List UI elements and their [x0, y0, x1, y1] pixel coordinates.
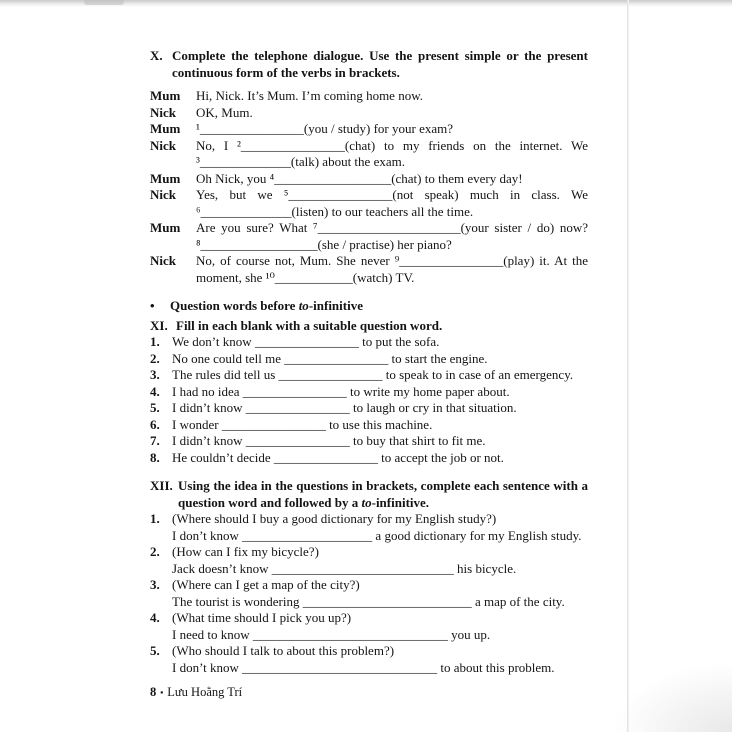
fill-blank-item [150, 367, 588, 384]
dialogue-text: ¹________________(you / study) for your exam? [196, 121, 453, 136]
dialogue-row [150, 138, 588, 171]
item-number: 3. [150, 367, 160, 382]
item-number: 3. [150, 577, 160, 592]
exercise-number: X. [150, 48, 163, 63]
exercise-xi-heading [150, 318, 588, 335]
item-number: 2. [150, 544, 160, 559]
fill-blank-item [150, 400, 588, 417]
item-body [172, 511, 588, 544]
item-number: 5. [150, 643, 160, 658]
item-number: 6. [150, 416, 160, 432]
item-answer: The tourist is wondering __________________________ a map of the city. [172, 593, 565, 609]
exercise-x-heading [150, 48, 588, 81]
item-number: 4. [150, 383, 160, 399]
item-text: I didn’t know ________________ to buy that shirt to fit me. [172, 433, 486, 448]
exercise-number: XII. [150, 478, 173, 493]
footer-separator-icon: ▪ [160, 686, 164, 697]
fill-blank-item [150, 417, 588, 434]
item-answer: I don’t know ____________________ a good dictionary for my English study. [172, 527, 582, 543]
section-title-text: Question words before [170, 298, 299, 313]
dialogue-speaker: Mum [150, 220, 181, 235]
exercise-xi-items [150, 334, 588, 466]
exercise-title-italic: to [361, 494, 372, 510]
scan-edge-mark [84, 0, 124, 5]
exercise-number: XI. [150, 317, 168, 333]
scan-edge-right [627, 0, 629, 732]
exercise-title [178, 478, 588, 511]
rewrite-item [150, 577, 588, 610]
dialogue-text: No, of course not, Mum. She never ⁹________________(play) it. At the moment, she ¹⁰____________(watch) TV. [196, 253, 588, 285]
dialogue-text: OK, Mum. [196, 104, 253, 120]
dialogue-row [150, 121, 588, 138]
exercise-xii-heading [150, 478, 588, 511]
fill-blank-item [150, 384, 588, 401]
rewrite-item [150, 511, 588, 544]
section-title-italic: to [298, 298, 309, 313]
dialogue-speaker: Mum [150, 88, 181, 103]
fill-blank-item [150, 433, 588, 450]
rewrite-item [150, 544, 588, 577]
bullet-icon: • [150, 298, 155, 313]
item-question: (Who should I talk to about this problem?) [172, 643, 395, 658]
dialogue-row [150, 220, 588, 253]
section-heading [150, 298, 588, 315]
dialogue-row [150, 187, 588, 220]
item-body [172, 544, 588, 577]
section-title-text: -infinitive [308, 298, 363, 313]
item-question: (Where can I get a map of the city?) [172, 577, 360, 592]
item-text: We don’t know ________________ to put the sofa. [172, 334, 440, 349]
item-number: 1. [150, 334, 160, 349]
item-number: 5. [150, 400, 160, 415]
item-text: I wonder ________________ to use this machine. [172, 416, 433, 432]
exercise-title: Fill in each blank with a suitable question word. [176, 317, 443, 333]
rewrite-item [150, 610, 588, 643]
item-body [172, 643, 588, 676]
item-answer: I need to know ______________________________ you up. [172, 626, 491, 642]
item-number: 8. [150, 449, 160, 465]
item-number: 1. [150, 511, 160, 526]
item-number: 7. [150, 433, 160, 448]
telephone-dialogue [150, 88, 588, 286]
item-question: (Where should I buy a good dictionary for my English study?) [172, 511, 497, 526]
dialogue-row [150, 171, 588, 188]
item-body [172, 577, 588, 610]
dialogue-speaker: Nick [150, 253, 176, 268]
item-number: 4. [150, 610, 160, 625]
item-number: 2. [150, 350, 160, 366]
item-body [172, 610, 588, 643]
dialogue-speaker: Nick [150, 187, 176, 202]
page-number: 8 [150, 685, 157, 699]
dialogue-speaker: Nick [150, 104, 176, 120]
exercise-title: Complete the telephone dialogue. Use the present simple or the present continuous form of the verbs in brackets. [172, 48, 588, 80]
item-answer: Jack doesn’t know ____________________________ his bicycle. [172, 560, 517, 576]
dialogue-row [150, 88, 588, 105]
exercise-xii-items [150, 511, 588, 676]
dialogue-text: Are you sure? What ⁷______________________(your sister / do) now? ⁸__________________(she / practise) her piano? [196, 220, 588, 252]
dialogue-row [150, 105, 588, 122]
item-text: He couldn’t decide ________________ to accept the job or not. [172, 449, 504, 465]
item-text: The rules did tell us ________________ to speak to in case of an emergency. [172, 367, 574, 382]
page-content [150, 48, 588, 676]
exercise-title-text: -infinitive. [371, 494, 430, 510]
item-text: I had no idea ________________ to write my home paper about. [172, 383, 510, 399]
dialogue-text: No, I ²________________(chat) to my friends on the internet. We ³______________(talk) about the exam. [196, 137, 588, 169]
dialogue-speaker: Mum [150, 121, 181, 136]
fill-blank-item [150, 450, 588, 467]
dialogue-text: Yes, but we ⁵________________(not speak) much in class. We ⁶______________(listen) to our teachers all the time. [196, 187, 588, 219]
item-text: I didn’t know ________________ to laugh or cry in that situation. [172, 400, 517, 415]
fill-blank-item [150, 334, 588, 351]
item-question: (What time should I pick you up?) [172, 610, 352, 625]
footer-author: Lưu Hoằng Trí [167, 685, 243, 699]
item-answer: I don’t know ______________________________ to about this problem. [172, 659, 555, 675]
fill-blank-item [150, 351, 588, 368]
page-footer [150, 685, 242, 700]
dialogue-speaker: Nick [150, 137, 176, 153]
exercise-title-text: Using the idea in the questions in brackets, complete each sentence with a question word and followed by a [178, 478, 588, 510]
section-title [170, 298, 588, 315]
rewrite-item [150, 643, 588, 676]
dialogue-text: Oh Nick, you ⁴__________________(chat) to them every day! [196, 170, 523, 186]
item-question: (How can I fix my bicycle?) [172, 544, 319, 559]
dialogue-speaker: Mum [150, 170, 181, 186]
item-text: No one could tell me ________________ to start the engine. [172, 350, 488, 366]
dialogue-row [150, 253, 588, 286]
scan-shadow-corner [612, 662, 732, 732]
dialogue-text: Hi, Nick. It’s Mum. I’m coming home now. [196, 88, 423, 103]
